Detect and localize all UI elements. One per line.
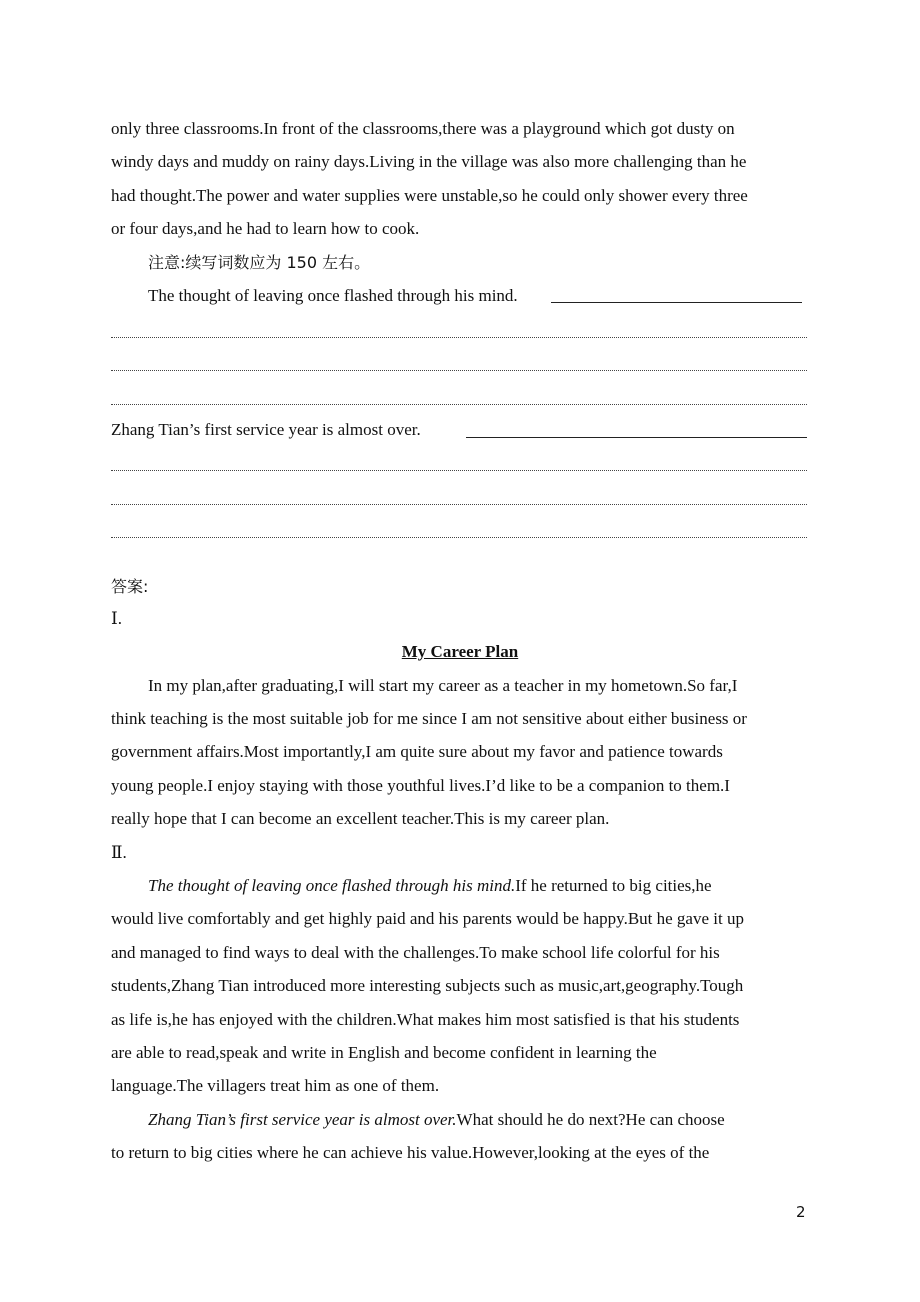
writing-blank[interactable] bbox=[466, 437, 807, 438]
essay-line: young people.I enjoy staying with those youthful lives.I’d like to be a companion to them.I bbox=[111, 776, 730, 795]
writing-line[interactable] bbox=[111, 337, 807, 338]
prompt-echo: The thought of leaving once flashed through his mind. bbox=[148, 876, 516, 895]
answer-para2-first-line bbox=[148, 1109, 811, 1131]
answer-para1-first-line bbox=[148, 875, 811, 897]
writing-line[interactable] bbox=[111, 470, 807, 471]
essay-line: In my plan,after graduating,I will start my career as a teacher in my hometown.So far,I bbox=[148, 676, 738, 695]
answer-line: as life is,he has enjoyed with the children.What makes him most satisfied is that his students bbox=[111, 1010, 740, 1029]
page-number: 2 bbox=[796, 1203, 806, 1221]
section-label-2: Ⅱ. bbox=[111, 843, 127, 862]
continuation-prompt-2: Zhang Tian’s first service year is almost over. bbox=[111, 420, 421, 439]
passage-line: had thought.The power and water supplies were unstable,so he could only shower every three bbox=[111, 186, 748, 205]
para-text: What should he do next?He can choose bbox=[456, 1110, 725, 1129]
essay-line: really hope that I can become an excellent teacher.This is my career plan. bbox=[111, 809, 610, 828]
writing-blank[interactable] bbox=[551, 302, 802, 303]
para-text: If he returned to big cities,he bbox=[515, 876, 712, 895]
answer-line: and managed to find ways to deal with the challenges.To make school life colorful for his bbox=[111, 943, 720, 962]
writing-line[interactable] bbox=[111, 537, 807, 538]
writing-line[interactable] bbox=[111, 504, 807, 505]
word-count-note: 注意:续写词数应为 150 左右。 bbox=[148, 253, 371, 272]
passage-line: or four days,and he had to learn how to cook. bbox=[111, 219, 420, 238]
answer-line: language.The villagers treat him as one of them. bbox=[111, 1076, 440, 1095]
answer-line: students,Zhang Tian introduced more interesting subjects such as music,art,geography.Tough bbox=[111, 976, 744, 995]
answer-line: would live comfortably and get highly paid and his parents would be happy.But he gave it up bbox=[111, 909, 744, 928]
essay-line: government affairs.Most importantly,I am quite sure about my favor and patience towards bbox=[111, 742, 723, 761]
continuation-prompt-1: The thought of leaving once flashed through his mind. bbox=[148, 286, 518, 305]
answer-line: to return to big cities where he can achieve his value.However,looking at the eyes of the bbox=[111, 1143, 710, 1162]
passage-line: only three classrooms.In front of the classrooms,there was a playground which got dusty on bbox=[111, 119, 735, 138]
answer-line: are able to read,speak and write in English and become confident in learning the bbox=[111, 1043, 657, 1062]
passage-line: windy days and muddy on rainy days.Living in the village was also more challenging than he bbox=[111, 152, 747, 171]
prompt-echo: Zhang Tian’s first service year is almost over. bbox=[148, 1110, 457, 1129]
writing-line[interactable] bbox=[111, 404, 807, 405]
section-label-1: Ⅰ. bbox=[111, 609, 122, 628]
answer-heading: 答案: bbox=[111, 577, 149, 596]
essay-title: My Career Plan bbox=[401, 642, 519, 661]
writing-line[interactable] bbox=[111, 370, 807, 371]
essay-line: think teaching is the most suitable job for me since I am not sensitive about either business or bbox=[111, 709, 747, 728]
